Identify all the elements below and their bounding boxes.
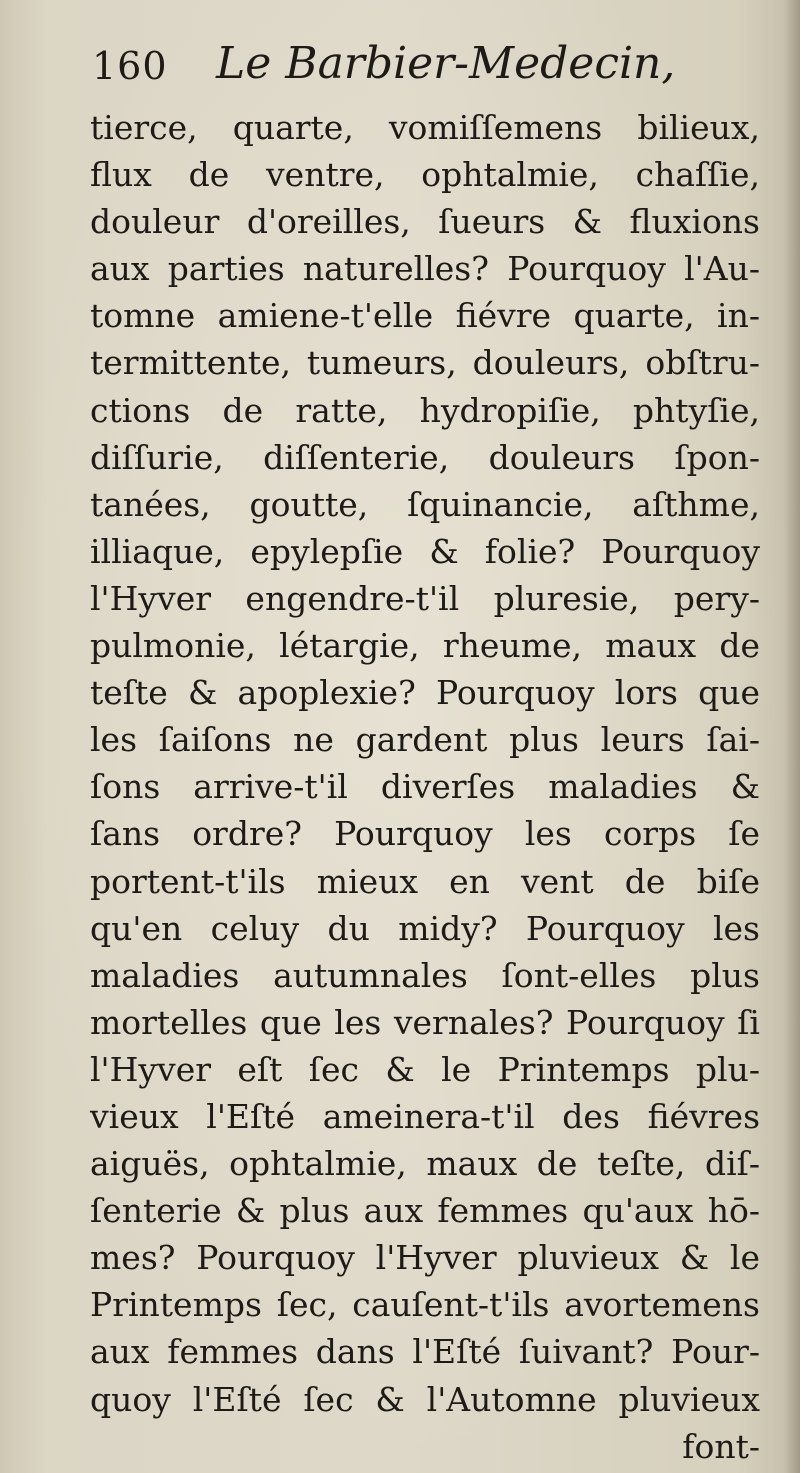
page-edge-shadow [784, 0, 800, 1473]
text-line: qu'en celuy du midy? Pourquoy les [90, 908, 760, 948]
catchword: font- [682, 1426, 760, 1466]
text-line: vieux l'Eſté ameinera-t'il des fiévres [90, 1096, 760, 1136]
page-number: 160 [92, 44, 168, 88]
text-line: aux parties naturelles? Pourquoy l'Au- [90, 249, 760, 289]
text-line: l'Hyver eſt ſec & le Printemps plu- [90, 1049, 760, 1089]
text-line: maladies autumnales ſont-elles plus [90, 955, 760, 995]
text-line: tierce, quarte, vomiſſemens bilieux, [90, 108, 760, 147]
text-line: aux femmes dans l'Eſté ſuivant? Pour- [90, 1332, 760, 1372]
text-line: flux de ventre, ophtalmie, chaſſie, [90, 155, 760, 195]
text-line: quoy l'Eſté ſec & l'Automne pluvieux [90, 1379, 760, 1419]
text-line: les ſaiſons ne gardent plus leurs ſai- [90, 720, 760, 760]
text-line: portent-t'ils mieux en vent de biſe [90, 861, 760, 901]
text-line: ſans ordre? Pourquoy les corps ſe [90, 814, 760, 854]
text-line: mes? Pourquoy l'Hyver pluvieux & le [90, 1238, 760, 1278]
text-line: mortelles que les vernales? Pourquoy ſi [90, 1002, 760, 1042]
text-line: douleur d'oreilles, ſueurs & fluxions [90, 202, 760, 242]
text-line: diſſurie, diſſenterie, douleurs ſpon- [90, 437, 760, 477]
text-line: teſte & apoplexie? Pourquoy lors que [90, 673, 760, 713]
running-title: Le Barbier-Medecin, [216, 38, 676, 89]
text-line: illiaque, epylepſie & folie? Pourquoy [90, 531, 760, 571]
text-line: ctions de ratte, hydropiſie, phtyſie, [90, 390, 760, 430]
text-line: Printemps ſec, cauſent-t'ils avortemens [90, 1285, 760, 1325]
text-line: tomne amiene-t'elle fiévre quarte, in- [90, 296, 760, 336]
text-line: aiguës, ophtalmie, maux de teſte, diſ- [90, 1144, 760, 1184]
text-line: termittente, tumeurs, douleurs, obſtru- [90, 343, 760, 383]
body-text [90, 104, 760, 1470]
text-line: tanées, goutte, ſquinancie, aſthme, [90, 484, 760, 524]
text-line: pulmonie, létargie, rheume, maux de [90, 626, 760, 666]
text-line: l'Hyver engendre-t'il pluresie, pery- [90, 578, 760, 618]
text-line: ſons arrive-t'il diverſes maladies & [90, 767, 760, 807]
text-line: ſenterie & plus aux femmes qu'aux hō- [90, 1191, 760, 1231]
page-header [92, 38, 732, 98]
